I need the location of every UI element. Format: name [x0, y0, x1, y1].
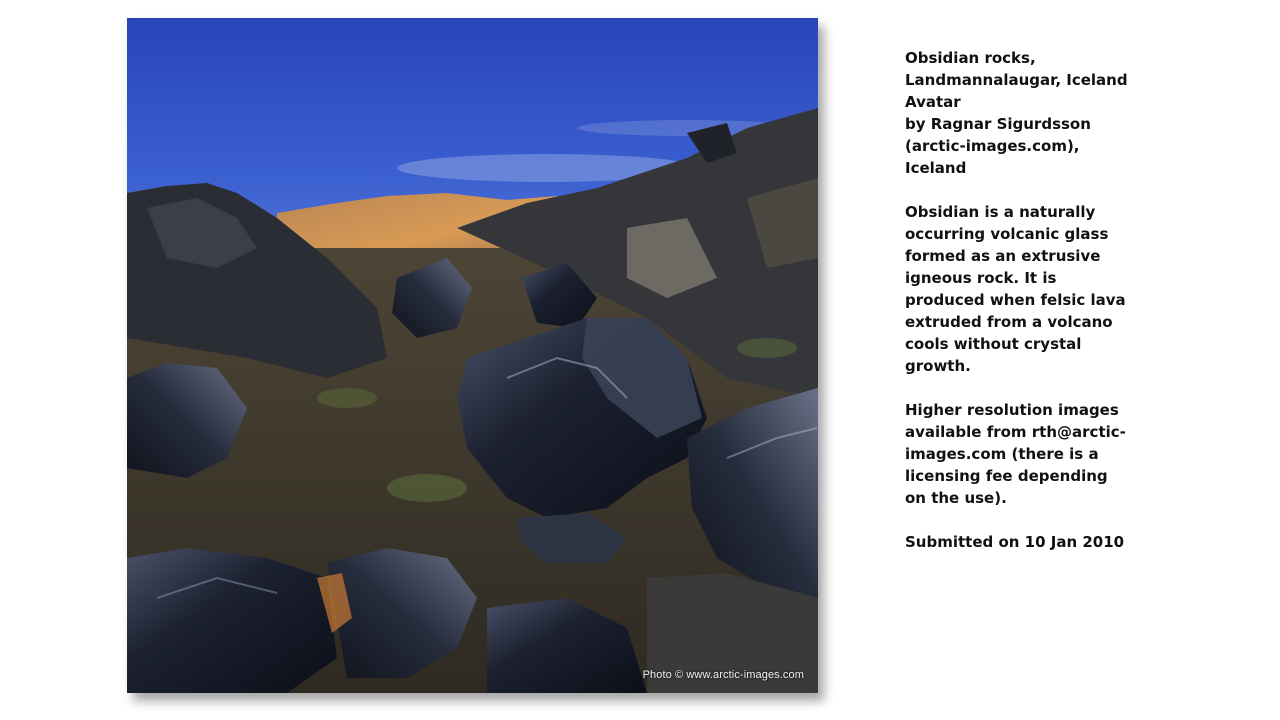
caption-license-line: on the use).	[905, 489, 1007, 507]
caption-title-line: by Ragnar Sigurdsson	[905, 115, 1091, 133]
caption-description-line: igneous rock. It is	[905, 269, 1057, 287]
caption-license-line: licensing fee depending	[905, 467, 1108, 485]
caption-license-line: images.com (there is a	[905, 445, 1099, 463]
photo-illustration	[127, 18, 818, 693]
caption-title-line: Avatar	[905, 93, 961, 111]
obsidian-photo	[127, 18, 818, 693]
caption-title-line: Iceland	[905, 159, 967, 177]
caption-license-line: available from rth@arctic-	[905, 423, 1126, 441]
paragraph-gap	[905, 179, 1120, 201]
caption-description-line: occurring volcanic glass	[905, 225, 1109, 243]
caption-description-line: growth.	[905, 357, 971, 375]
caption-description-line: cools without crystal	[905, 335, 1082, 353]
caption-description-line: produced when felsic lava	[905, 291, 1126, 309]
caption-submitted: Submitted on 10 Jan 2010	[905, 533, 1125, 551]
caption-text	[905, 47, 1128, 553]
caption-description-line: formed as an extrusive	[905, 247, 1101, 265]
caption-title-line: Landmannalaugar, Iceland	[905, 71, 1128, 89]
caption-description-line: Obsidian is a naturally	[905, 203, 1096, 221]
photo-watermark: Photo © www.arctic-images.com	[642, 669, 804, 681]
paragraph-gap	[905, 509, 1120, 531]
moss	[317, 388, 377, 408]
caption-title-line: Obsidian rocks,	[905, 49, 1036, 67]
moss	[387, 474, 467, 502]
caption-license-line: Higher resolution images	[905, 401, 1119, 419]
caption-description-line: extruded from a volcano	[905, 313, 1113, 331]
moss	[737, 338, 797, 358]
paragraph-gap	[905, 377, 1120, 399]
caption-title-line: (arctic-images.com),	[905, 137, 1080, 155]
